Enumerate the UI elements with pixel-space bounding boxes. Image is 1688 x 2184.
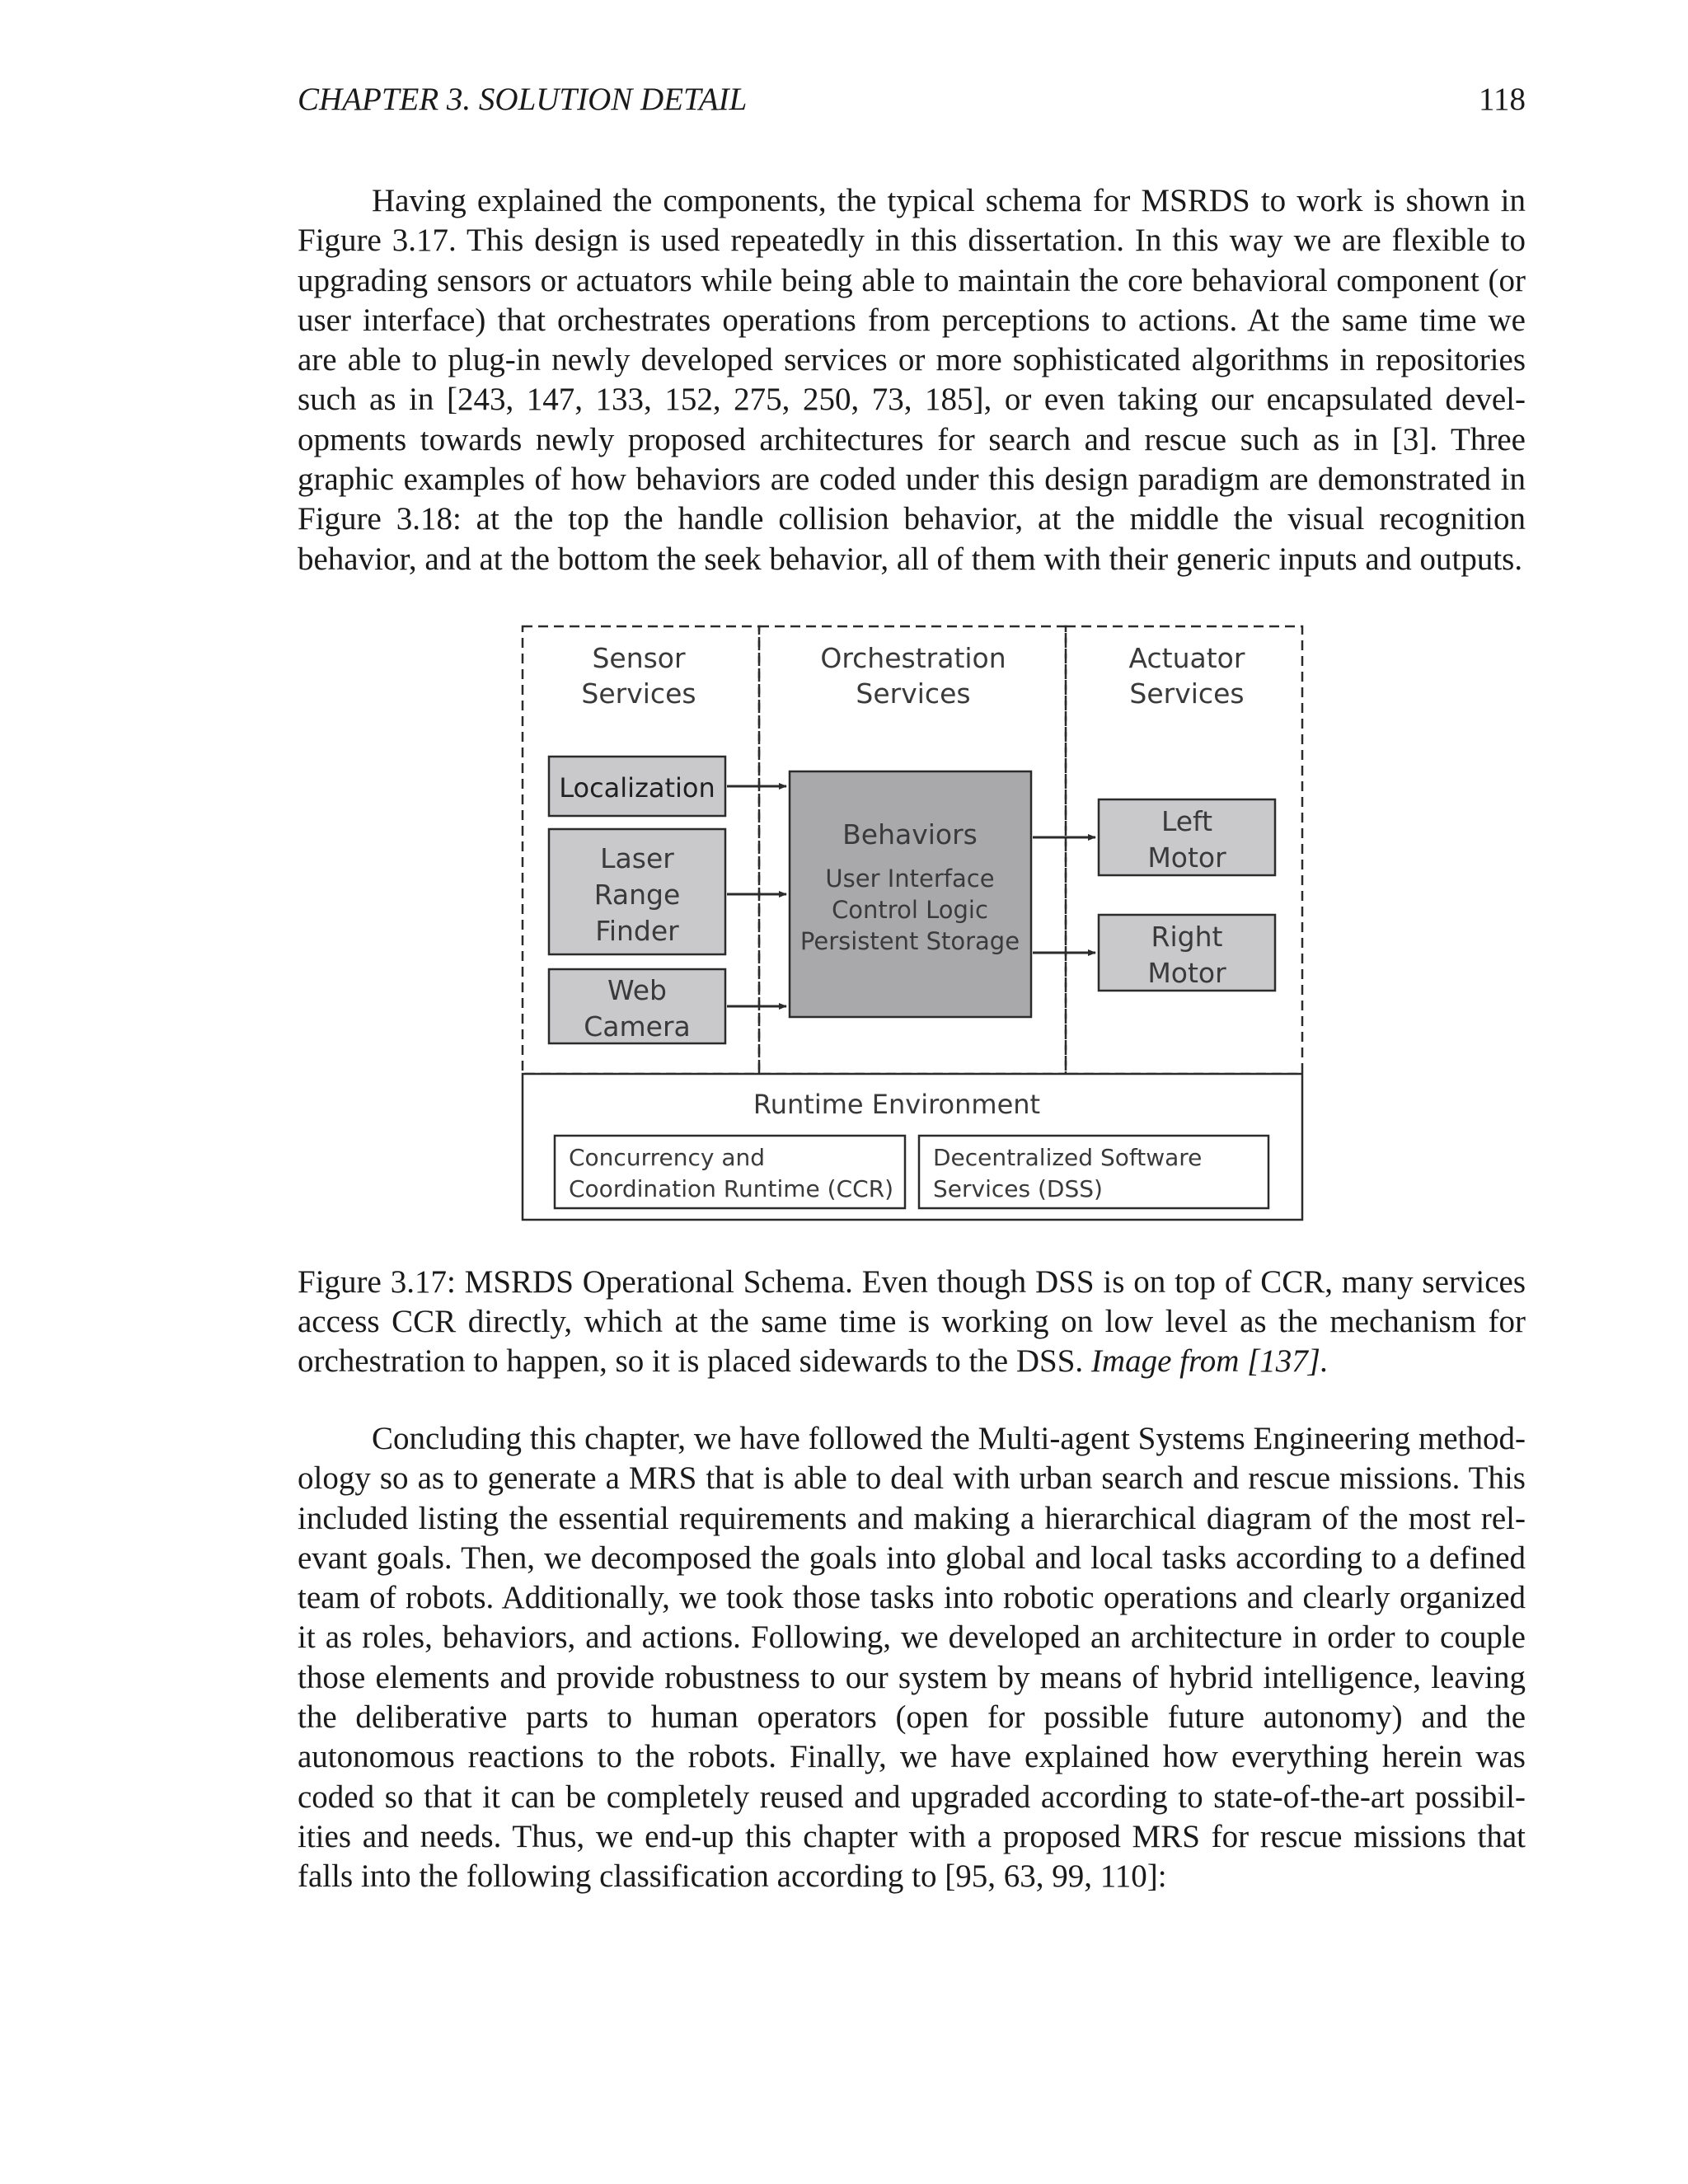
behavior-item-user-interface: User Interface — [825, 865, 995, 893]
actuator-services-heading-line1: Actuator — [1128, 642, 1245, 674]
ccr-box — [555, 1136, 905, 1208]
figure-caption — [298, 1263, 1526, 1381]
left-motor-label-line2: Motor — [1147, 841, 1226, 874]
schema-diagram — [519, 625, 1306, 1223]
orchestration-services-heading-line1: Orchestration — [820, 642, 1006, 674]
sensor-services-heading-line1: Sensor — [592, 642, 686, 674]
page-number: 118 — [1478, 82, 1526, 117]
runtime-environment-title: Runtime Environment — [753, 1089, 1041, 1120]
ccr-label-line1: Concurrency and — [569, 1144, 765, 1171]
page-header — [298, 81, 1526, 122]
right-motor-box — [1099, 915, 1275, 991]
laser-label-line2: Range — [593, 879, 681, 911]
laser-range-finder-box — [549, 829, 725, 954]
camera-label-line1: Web — [607, 974, 667, 1006]
figure-msrds-schema — [519, 625, 1306, 1223]
laser-label-line1: Laser — [600, 842, 674, 874]
caption-source: Image from [137]. — [1090, 1343, 1329, 1379]
left-motor-box — [1099, 799, 1275, 875]
actuator-services-heading — [1129, 642, 1245, 710]
dss-label-line2: Services (DSS) — [933, 1175, 1103, 1202]
dss-label-line1: Decentralized Software — [933, 1144, 1203, 1171]
web-camera-box — [549, 969, 725, 1043]
orchestration-services-heading — [820, 642, 1006, 710]
behavior-item-control-logic: Control Logic — [832, 896, 988, 924]
camera-label-line2: Camera — [584, 1010, 691, 1043]
sensor-services-heading-line2: Services — [581, 677, 696, 710]
behaviors-title: Behaviors — [842, 818, 978, 851]
behavior-item-persistent-storage: Persistent Storage — [799, 927, 1020, 955]
actuator-services-heading-line2: Services — [1129, 677, 1245, 710]
dss-box — [919, 1136, 1268, 1208]
orchestration-services-heading-line2: Services — [856, 677, 971, 710]
sensor-services-heading — [581, 642, 696, 710]
left-motor-label-line1: Left — [1160, 805, 1213, 837]
localization-label: Localization — [559, 772, 715, 804]
right-motor-label-line1: Right — [1151, 921, 1223, 953]
behaviors-box — [790, 771, 1031, 1017]
body-paragraph-1: Having explained the components, the typical schema for MSRDS to work is shown in Figure 3.17. This design is used repeatedly in this dissertation. In this way we are flexible to upgrading sensors or actuators while being able to maintain the core behavioral component (or user interface) that orchestrates operations from perceptions to actions. At the same time we are able to plug-in newly developed services or more sophisticated algorithms in repositories such as in [243, 147, 133, 152, 275, 250, 73, 185], or even taking our encapsulated developments towards newly proposed architectures for search and rescue such as in [3]. Three graphic examples of how behaviors are coded under this design paradigm are demonstrated in Figure 3.18: at the top the handle collision behavior, at the middle the visual recognition behavior, and at the bottom the seek behavior, all of them with their generic inputs and outputs. — [298, 183, 1526, 577]
laser-label-line3: Finder — [595, 915, 679, 947]
body-paragraph-2: Concluding this chapter, we have followed the Multi-agent Systems Engineering methodology so as to generate a MRS that is able to deal with urban search and rescue missions. This included listing the essential requirements and making a hierarchical diagram of the most relevant goals. Then, we decomposed the goals into global and local tasks according to a defined team of robots. Additionally, we took those tasks into robotic operations and clearly organized it as roles, behaviors, and actions. Following, we developed an architecture in order to couple those elements and provide robustness to our system by means of hybrid intelligence, leaving the deliberative parts to human operators (open for possible future autonomy) and the autonomous reactions to the robots. Finally, we have explained how everything herein was coded so that it can be completely reused and upgraded according to state-of-the-art possibilities and needs. Thus, we end-up this chapter with a proposed MRS for rescue missions that falls into the following classification according to [95, 63, 99, 110]: — [298, 1421, 1526, 1895]
localization-box — [549, 757, 725, 816]
caption-text: Figure 3.17: MSRDS Operational Schema. Even though DSS is on top of CCR, many services access CCR directly, which at the same time is working on low level as the mechanism for orchestration to happen, so it is placed sidewards to the DSS. — [298, 1264, 1526, 1379]
ccr-label-line2: Coordination Runtime (CCR) — [569, 1175, 894, 1202]
right-motor-label-line2: Motor — [1147, 957, 1226, 989]
running-title: CHAPTER 3. SOLUTION DETAIL — [298, 82, 748, 117]
